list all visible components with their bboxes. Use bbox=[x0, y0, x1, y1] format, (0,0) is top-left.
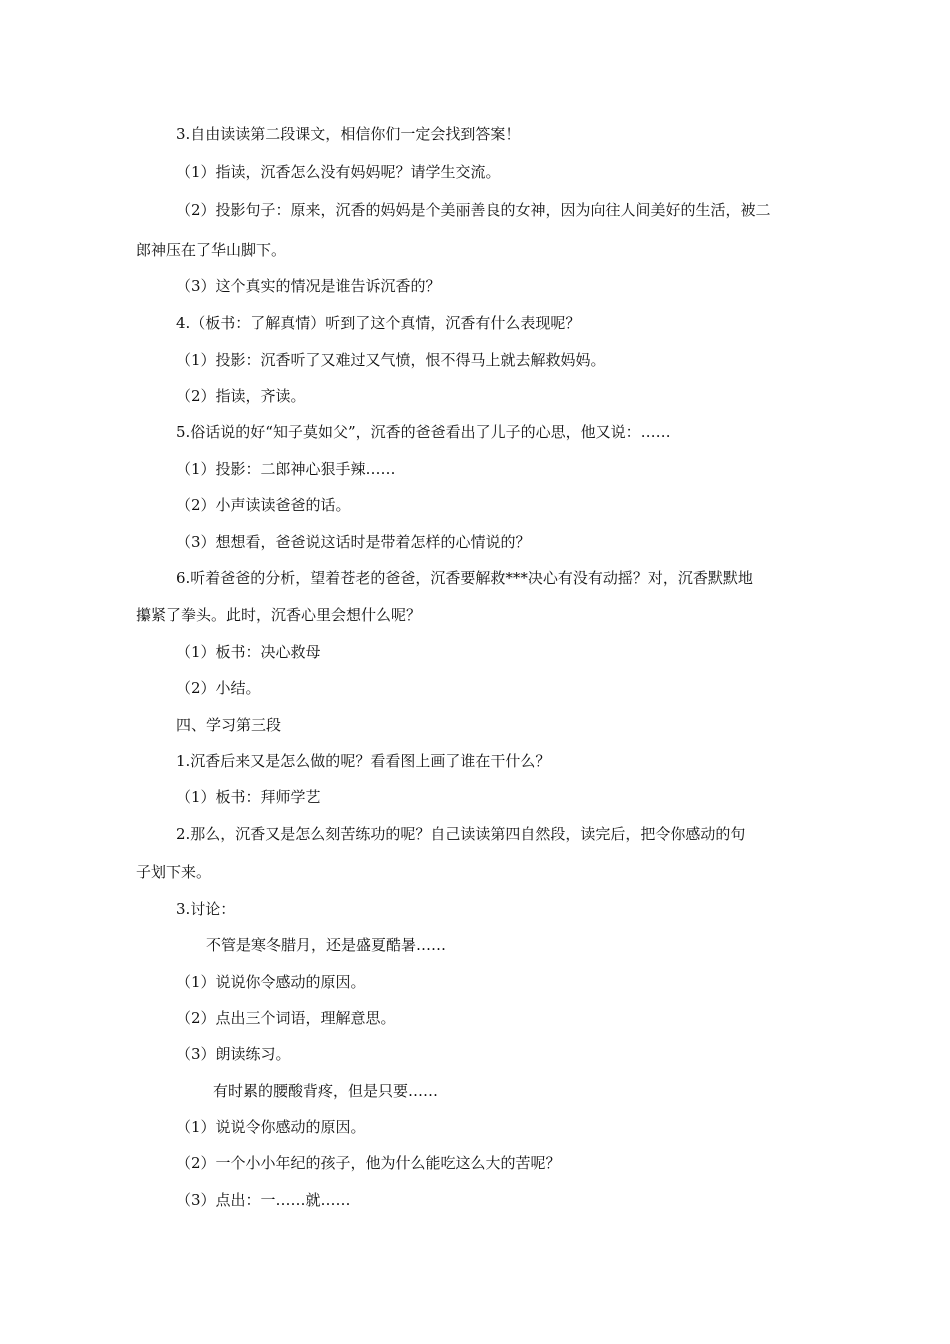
text-line: （3）这个真实的情况是谁告诉沉香的？ bbox=[176, 277, 441, 295]
text-line: （2）小声读读爸爸的话。 bbox=[176, 496, 351, 514]
quoted-text: 有时累的腰酸背疼，但是只要…… bbox=[213, 1082, 439, 1100]
text-line: 子划下来。 bbox=[136, 863, 212, 881]
text-line: （1）板书：拜师学艺 bbox=[176, 788, 321, 806]
text-line: 3.自由读读第二段课文，相信你们一定会找到答案！ bbox=[176, 125, 521, 143]
text-line: （2）指读，齐读。 bbox=[176, 387, 306, 405]
text-line: 郎神压在了华山脚下。 bbox=[136, 241, 287, 259]
text-line: 6.听着爸爸的分析，望着苍老的爸爸，沉香要解救***决心有没有动摇？对，沉香默默地 bbox=[176, 569, 753, 587]
text-line: 5.俗话说的好“知子莫如父”，沉香的爸爸看出了儿子的心思，他又说：…… bbox=[176, 423, 671, 441]
text-line: （2）小结。 bbox=[176, 679, 261, 697]
text-line: （1）投影：沉香听了又难过又气愤，恨不得马上就去解救妈妈。 bbox=[176, 351, 606, 369]
text-line: 3.讨论： bbox=[176, 900, 236, 918]
text-line: （3）想想看，爸爸说这话时是带着怎样的心情说的？ bbox=[176, 533, 531, 551]
text-line: 2.那么，沉香又是怎么刻苦练功的呢？自己读读第四自然段，读完后，把令你感动的句 bbox=[176, 825, 746, 843]
text-line: （2）一个小小年纪的孩子，他为什么能吃这么大的苦呢？ bbox=[176, 1154, 561, 1172]
quoted-text: 不管是寒冬腊月，还是盛夏酷暑…… bbox=[206, 936, 447, 954]
text-line: 4.（板书：了解真情）听到了这个真情，沉香有什么表现呢？ bbox=[176, 314, 581, 332]
text-line: （3）点出：一……就…… bbox=[176, 1191, 351, 1209]
text-line: 攥紧了拳头。此时，沉香心里会想什么呢？ bbox=[136, 606, 422, 624]
section-heading: 四、学习第三段 bbox=[176, 716, 282, 734]
text-line: （1）指读，沉香怎么没有妈妈呢？请学生交流。 bbox=[176, 163, 501, 181]
text-line: 1.沉香后来又是怎么做的呢？看看图上画了谁在干什么？ bbox=[176, 752, 551, 770]
text-line: （2）投影句子：原来，沉香的妈妈是个美丽善良的女神，因为向往人间美好的生活，被二 bbox=[176, 201, 771, 219]
text-line: （1）投影：二郎神心狠手辣…… bbox=[176, 460, 396, 478]
text-line: （1）说说你令感动的原因。 bbox=[176, 973, 366, 991]
text-line: （1）说说令你感动的原因。 bbox=[176, 1118, 366, 1136]
text-line: （1）板书：决心救母 bbox=[176, 643, 321, 661]
text-line: （3）朗读练习。 bbox=[176, 1045, 291, 1063]
text-line: （2）点出三个词语，理解意思。 bbox=[176, 1009, 396, 1027]
